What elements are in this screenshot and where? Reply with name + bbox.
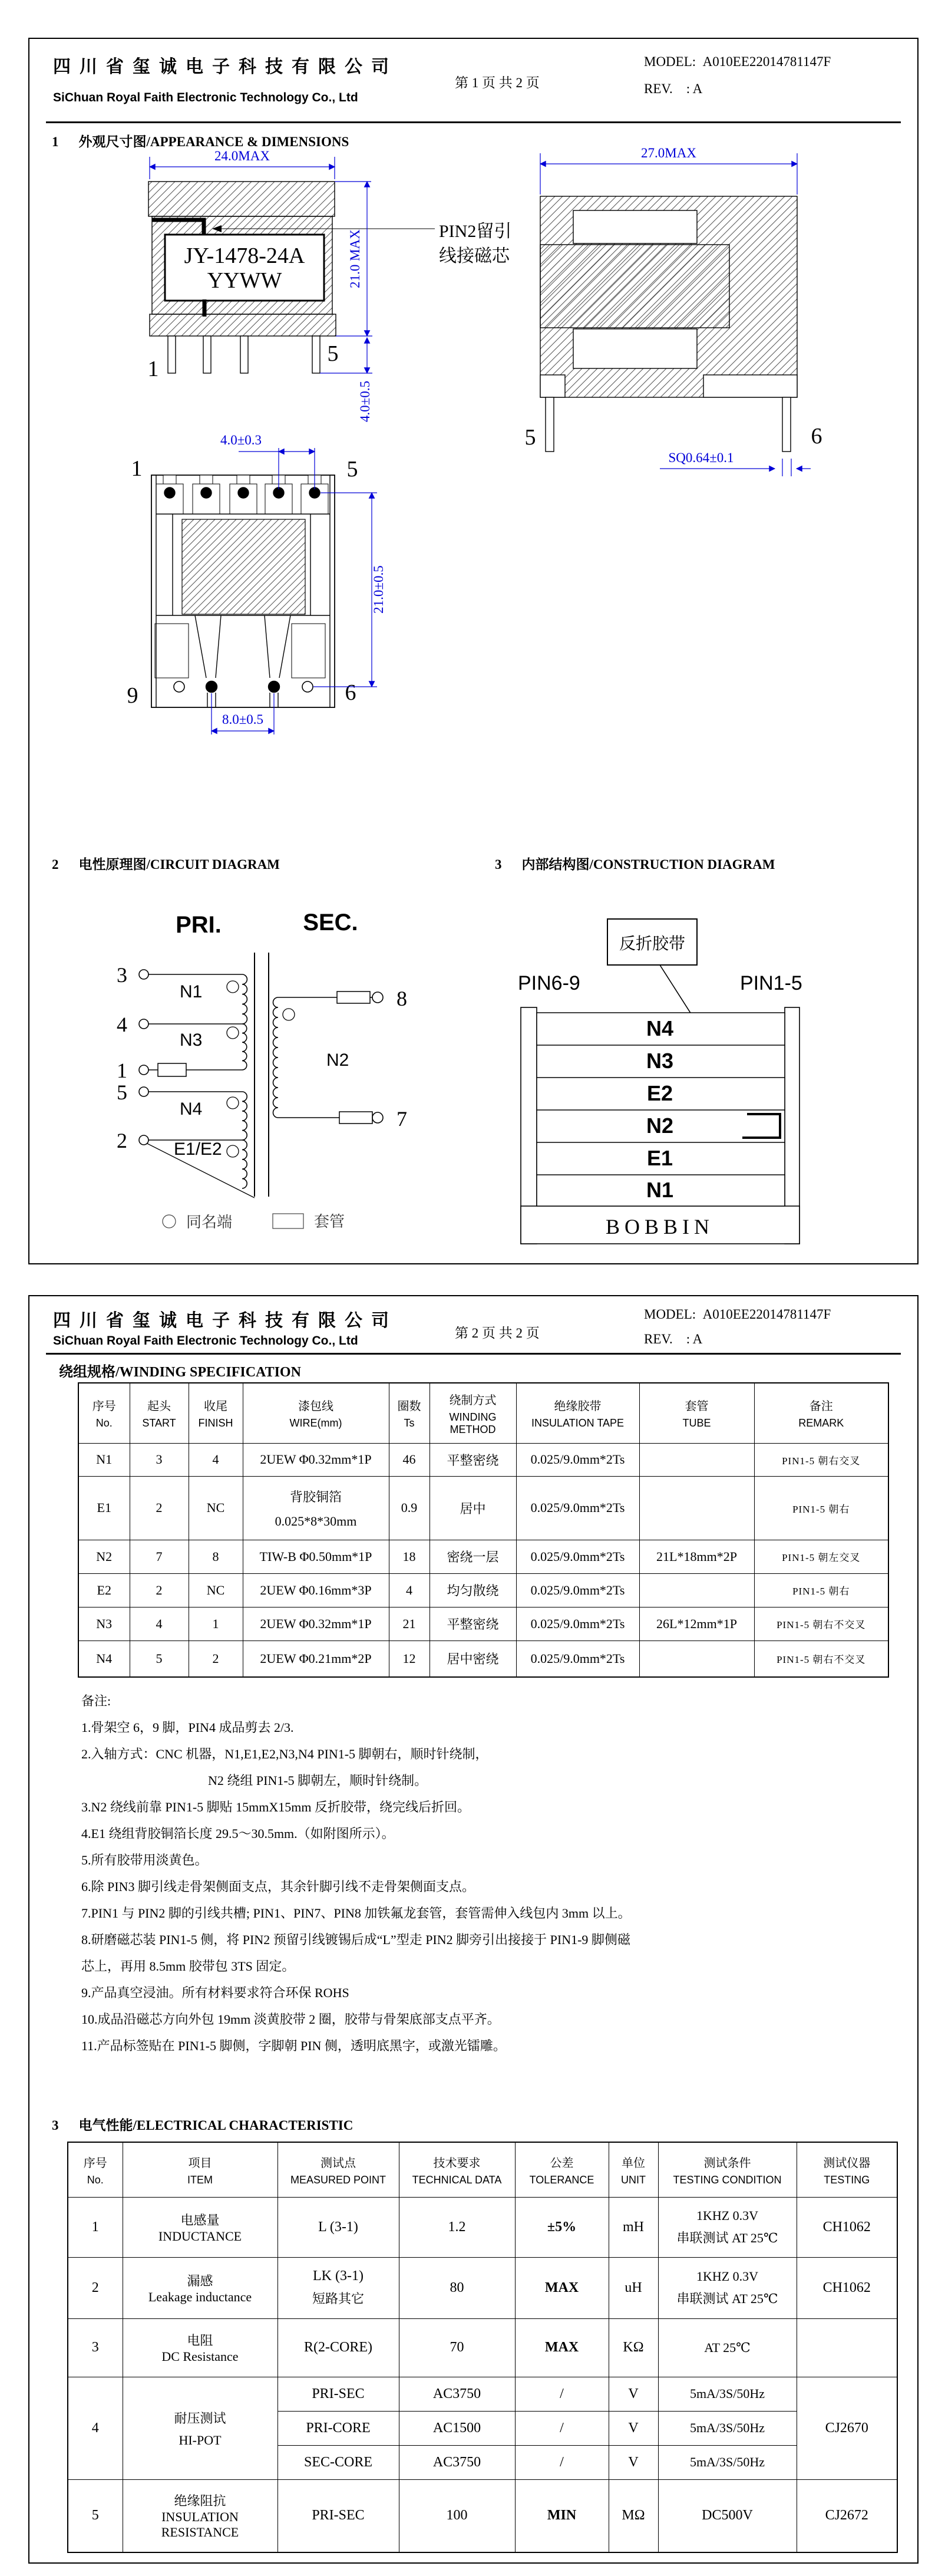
cell: 46 xyxy=(389,1443,429,1476)
pin3-number: 3 xyxy=(117,963,127,987)
cell: 0.025/9.0mm*2Ts xyxy=(516,1540,639,1573)
cell: E1 xyxy=(78,1476,130,1540)
cell: 0.025/9.0mm*2Ts xyxy=(516,1476,639,1540)
page-indicator: 第 1 页 共 2 页 xyxy=(455,75,540,90)
legend xyxy=(163,1213,345,1231)
cell: PRI-SEC xyxy=(277,2479,399,2552)
cell: MAX xyxy=(515,2257,609,2318)
model-label: MODEL: xyxy=(644,54,696,69)
cell: 绝缘阻抗 INSULATION RESISTANCE xyxy=(123,2479,277,2552)
winding-n4-label: N4 xyxy=(180,1099,203,1119)
cell: V xyxy=(609,2377,658,2411)
section-1-title xyxy=(52,131,349,150)
table-header-row xyxy=(78,1383,888,1443)
cell: ±5% xyxy=(515,2197,609,2257)
col-header: 测试点 MEASURED POINT xyxy=(277,2142,399,2197)
cell: 5mA/3S/50Hz xyxy=(658,2445,797,2479)
cell: DC500V xyxy=(658,2479,797,2552)
notes-block xyxy=(81,1688,906,2059)
cell: 1 xyxy=(68,2197,123,2257)
page-indicator: 第 2 页 共 2 页 xyxy=(455,1326,540,1340)
circuit-diagram xyxy=(53,894,477,1247)
table-row xyxy=(78,1443,888,1476)
note-line: 2.入轴方式：CNC 机器，N1,E1,E2,N3,N4 PIN1-5 脚朝右，顺时针绕制， xyxy=(81,1747,488,1761)
page-2 xyxy=(28,1295,919,2564)
cell: 0.025/9.0mm*2Ts xyxy=(516,1641,639,1677)
pin5-number: 5 xyxy=(524,425,536,450)
model-value: A010EE22014781147F xyxy=(702,1307,831,1322)
pin-length-dimension: 4.0±0.5 xyxy=(358,380,372,423)
layer-n1-label: N1 xyxy=(646,1178,674,1202)
pin1-sleeve xyxy=(158,1063,186,1076)
cell: N1 xyxy=(78,1443,130,1476)
col-header: 圈数 Ts xyxy=(389,1383,429,1443)
cell: 18 xyxy=(389,1540,429,1573)
cell: N3 xyxy=(78,1607,130,1641)
cell: 2 xyxy=(68,2257,123,2318)
pin1-number: 1 xyxy=(117,1059,127,1082)
cell: TIW-B Φ0.50mm*1P xyxy=(243,1540,389,1573)
model-line xyxy=(644,54,831,70)
cell: 4 xyxy=(389,1573,429,1607)
table-row xyxy=(68,2318,897,2377)
cell: N2 xyxy=(78,1540,130,1573)
pin8-sleeve xyxy=(337,991,370,1003)
cell: / xyxy=(515,2445,609,2479)
bottom-view-drawing xyxy=(118,433,395,739)
cell: / xyxy=(515,2411,609,2445)
electrical-table xyxy=(67,2142,898,2553)
cell: 2 xyxy=(130,1476,189,1540)
col-header: 备注 REMARK xyxy=(754,1383,888,1443)
cell: PIN1-5 朝右 xyxy=(754,1476,888,1540)
cell: R(2-CORE) xyxy=(277,2318,399,2377)
bobbin-label: BOBBIN xyxy=(605,1215,715,1238)
cell: PIN1-5 朝右交叉 xyxy=(754,1443,888,1476)
cell: NC xyxy=(189,1476,243,1540)
date-code-label: YYWW xyxy=(207,268,282,293)
section-1-label: 外观尺寸图/APPEARANCE & DIMENSIONS xyxy=(78,134,349,149)
cell: 4 xyxy=(189,1443,243,1476)
table-row xyxy=(78,1476,888,1540)
construction-diagram xyxy=(495,894,825,1259)
note-line: 6.除 PIN3 脚引线走骨架侧面支点，其余针脚引线不走骨架侧面支点。 xyxy=(81,1879,475,1894)
cell: E2 xyxy=(78,1573,130,1607)
polarity-dot-icon xyxy=(163,1215,176,1228)
section-3-title xyxy=(495,854,775,873)
pin6-number: 6 xyxy=(345,680,356,705)
pin-pitch-dimension: 4.0±0.3 xyxy=(220,433,262,447)
company-name-en: SiChuan Royal Faith Electronic Technology Co., Ltd xyxy=(53,91,358,104)
cell: PIN1-5 朝左交叉 xyxy=(754,1540,888,1573)
pin1-number: 1 xyxy=(147,357,159,381)
col-header: 绕制方式 WINDING METHOD xyxy=(429,1383,516,1443)
cell: 5mA/3S/50Hz xyxy=(658,2377,797,2411)
table-row xyxy=(68,2257,897,2318)
cell: 1 xyxy=(189,1607,243,1641)
cell: SEC-CORE xyxy=(277,2445,399,2479)
electrical-label: 电气性能/ELECTRICAL CHARACTERISTIC xyxy=(78,2118,353,2133)
table-row xyxy=(78,1641,888,1677)
company-name-zh: 四川省玺诚电子科技有限公司 xyxy=(53,1311,398,1330)
table-row xyxy=(68,2479,897,2552)
col-header: 项目 ITEM xyxy=(123,2142,277,2197)
legend-tube-label: 套管 xyxy=(314,1213,345,1230)
cell: 平整密绕 xyxy=(429,1607,516,1641)
front-view-drawing xyxy=(106,151,518,434)
part-number-label: JY-1478-24A xyxy=(184,243,305,268)
cell: 2UEW Φ0.32mm*1P xyxy=(243,1443,389,1476)
pin5-number: 5 xyxy=(117,1081,127,1104)
fold-back-tape-callout: 反折胶带 xyxy=(619,935,686,953)
cell: 1KHZ 0.3V 串联测试 AT 25℃ xyxy=(658,2257,797,2318)
pin-square-dimension: SQ0.64±0.1 xyxy=(668,450,734,465)
cell: 2 xyxy=(130,1573,189,1607)
cell xyxy=(639,1476,754,1540)
pin8-number: 8 xyxy=(397,987,407,1010)
cell: 21L*18mm*2P xyxy=(639,1540,754,1573)
table-header-row xyxy=(68,2142,897,2197)
pin5-number: 5 xyxy=(327,341,339,366)
cell: LK (3-1) 短路其它 xyxy=(277,2257,399,2318)
cell: 1.2 xyxy=(399,2197,515,2257)
electrical-number: 3 xyxy=(52,2118,59,2133)
cell: 5mA/3S/50Hz xyxy=(658,2411,797,2445)
pin4-number: 4 xyxy=(117,1013,127,1036)
note-line: 3.N2 绕线前靠 PIN1-5 脚贴 15mmX15mm 反折胶带，绕完线后折回。 xyxy=(81,1800,471,1814)
cell: PRI-CORE xyxy=(277,2411,399,2445)
cell xyxy=(639,1573,754,1607)
cell: AC1500 xyxy=(399,2411,515,2445)
cell: uH xyxy=(609,2257,658,2318)
winding-spec-title: 绕组规格/WINDING SPECIFICATION xyxy=(59,1365,301,1380)
section-2-title xyxy=(52,854,280,873)
cell: 漏感 Leakage inductance xyxy=(123,2257,277,2318)
header-divider xyxy=(46,1353,901,1355)
pin9-number: 9 xyxy=(127,683,138,708)
side-view-drawing xyxy=(507,145,837,475)
page-1 xyxy=(28,38,919,1264)
cell: 3 xyxy=(130,1443,189,1476)
col-header: 套管 TUBE xyxy=(639,1383,754,1443)
cell: CJ2672 xyxy=(797,2479,897,2552)
section-2-number: 2 xyxy=(52,857,59,872)
layer-n3-label: N3 xyxy=(646,1049,674,1073)
winding-spec-table xyxy=(78,1382,889,1678)
cell: KΩ xyxy=(609,2318,658,2377)
table-row xyxy=(78,1540,888,1573)
company-name-zh: 四川省玺诚电子科技有限公司 xyxy=(53,57,398,77)
primary-heading: PRI. xyxy=(176,912,222,938)
legend-dot-label: 同名端 xyxy=(186,1214,233,1231)
cell: 密绕一层 xyxy=(429,1540,516,1573)
rev-value: : A xyxy=(686,1332,703,1346)
core-cross-section xyxy=(540,196,797,452)
cell: 4 xyxy=(68,2377,123,2479)
pin7-number: 7 xyxy=(397,1107,407,1131)
cell: 1KHZ 0.3V 串联测试 AT 25℃ xyxy=(658,2197,797,2257)
cell: 100 xyxy=(399,2479,515,2552)
cell: 5 xyxy=(68,2479,123,2552)
cell: 居中密绕 xyxy=(429,1641,516,1677)
pin2-callout-line1: PIN2留引 xyxy=(439,222,512,241)
rev-value: : A xyxy=(686,81,703,96)
col-header: 测试条件 TESTING CONDITION xyxy=(658,2142,797,2197)
rev-line xyxy=(644,81,702,97)
section-1-number: 1 xyxy=(52,134,59,149)
pin2-number: 2 xyxy=(117,1129,127,1152)
cell xyxy=(797,2318,897,2377)
pin6-9-side-label: PIN6-9 xyxy=(518,972,580,994)
cell: 电阻 DC Resistance xyxy=(123,2318,277,2377)
col-header: 序号 No. xyxy=(78,1383,130,1443)
cell: 12 xyxy=(389,1641,429,1677)
cell: 0.025/9.0mm*2Ts xyxy=(516,1573,639,1607)
cell: MIN xyxy=(515,2479,609,2552)
table-row xyxy=(78,1607,888,1641)
layer-n4-label: N4 xyxy=(646,1016,674,1040)
cell: 21 xyxy=(389,1607,429,1641)
cell: CJ2670 xyxy=(797,2377,897,2479)
model-line xyxy=(644,1307,831,1322)
cell: AC3750 xyxy=(399,2445,515,2479)
table-row xyxy=(78,1573,888,1607)
cell: 2UEW Φ0.32mm*1P xyxy=(243,1607,389,1641)
cell: NC xyxy=(189,1573,243,1607)
note-line: 9.产品真空浸油。所有材料要求符合环保 ROHS xyxy=(81,1985,349,2000)
cell: AT 25℃ xyxy=(658,2318,797,2377)
note-line: 7.PIN1 与 PIN2 脚的引线共槽; PIN1、PIN7、PIN8 加铁氟龙套管，套管需伸入线包内 3mm 以上。 xyxy=(81,1906,631,1921)
cell: 70 xyxy=(399,2318,515,2377)
cell: 电感量 INDUCTANCE xyxy=(123,2197,277,2257)
company-name-en: SiChuan Royal Faith Electronic Technology Co., Ltd xyxy=(53,1334,358,1348)
cell: 居中 xyxy=(429,1476,516,1540)
section-3-number: 3 xyxy=(495,857,502,872)
col-header: 测试仪器 TESTING xyxy=(797,2142,897,2197)
pin2-callout-line2: 线接磁芯 xyxy=(439,246,510,266)
winding-n2-label: N2 xyxy=(326,1050,349,1070)
layer-n2-label: N2 xyxy=(646,1114,674,1138)
note-line: 4.E1 绕组背胶铜箔长度 29.5～30.5mm.（如附图所示）。 xyxy=(81,1826,395,1841)
cell: CH1062 xyxy=(797,2197,897,2257)
cell: 0.025/9.0mm*2Ts xyxy=(516,1607,639,1641)
cell: 8 xyxy=(189,1540,243,1573)
cell: 7 xyxy=(130,1540,189,1573)
col-header: 单位 UNIT xyxy=(609,2142,658,2197)
note-line: 芯上，再用 8.5mm 胶带包 3TS 固定。 xyxy=(81,1959,295,1974)
cell: MΩ xyxy=(609,2479,658,2552)
cell: 均匀散绕 xyxy=(429,1573,516,1607)
cell: 5 xyxy=(130,1641,189,1677)
notes-title: 备注: xyxy=(81,1694,111,1708)
cell: N4 xyxy=(78,1641,130,1677)
layer-e2-label: E2 xyxy=(646,1081,673,1105)
cell xyxy=(639,1641,754,1677)
cell: 3 xyxy=(68,2318,123,2377)
cell: 0.9 xyxy=(389,1476,429,1540)
note-line: N2 绕组 PIN1-5 脚朝左，顺时针绕制。 xyxy=(208,1773,428,1788)
table-row xyxy=(68,2377,897,2411)
model-label: MODEL: xyxy=(644,1307,696,1322)
cell: 背胶铜箔 0.025*8*30mm xyxy=(243,1476,389,1540)
winding-e1e2-label: E1/E2 xyxy=(174,1139,222,1159)
cell: CH1062 xyxy=(797,2257,897,2318)
cell: L (3-1) xyxy=(277,2197,399,2257)
col-header: 技术要求 TECHNICAL DATA xyxy=(399,2142,515,2197)
note-line: 1.骨架空 6，9 脚，PIN4 成品剪去 2/3. xyxy=(81,1720,294,1735)
pin7-sleeve xyxy=(339,1112,372,1124)
rev-label: REV. xyxy=(644,81,673,96)
table-row xyxy=(68,2197,897,2257)
cell: mH xyxy=(609,2197,658,2257)
pin6-number: 6 xyxy=(811,424,822,449)
col-header: 收尾 FINISH xyxy=(189,1383,243,1443)
cell xyxy=(639,1443,754,1476)
cell: / xyxy=(515,2377,609,2411)
section-3-label: 内部结构图/CONSTRUCTION DIAGRAM xyxy=(521,857,775,872)
cell: PIN1-5 朝右不交叉 xyxy=(754,1607,888,1641)
rev-label: REV. xyxy=(644,1332,673,1346)
cell: 80 xyxy=(399,2257,515,2318)
cell: 2UEW Φ0.21mm*2P xyxy=(243,1641,389,1677)
col-header: 序号 No. xyxy=(68,2142,123,2197)
depth-dimension: 27.0MAX xyxy=(641,146,696,160)
note-line: 8.研磨磁芯装 PIN1-5 侧，将 PIN2 预留引线镀锡后成“L”型走 PIN2 脚旁引出接接于 PIN1-9 脚侧磁 xyxy=(81,1932,630,1947)
bobbin-footprint xyxy=(151,475,335,707)
cell: PIN1-5 朝右不交叉 xyxy=(754,1641,888,1677)
cell: PRI-SEC xyxy=(277,2377,399,2411)
cell: 2 xyxy=(189,1641,243,1677)
bottom-pitch-dimension: 8.0±0.5 xyxy=(222,712,264,727)
winding-n1-label: N1 xyxy=(180,982,203,1002)
secondary-heading: SEC. xyxy=(303,910,358,935)
col-header: 公差 TOLERANCE xyxy=(515,2142,609,2197)
cell: AC3750 xyxy=(399,2377,515,2411)
rev-line xyxy=(644,1332,702,1347)
cell: 平整密绕 xyxy=(429,1443,516,1476)
col-header: 漆包线 WIRE(mm) xyxy=(243,1383,389,1443)
cell: V xyxy=(609,2411,658,2445)
cell: 26L*12mm*1P xyxy=(639,1607,754,1641)
note-line: 5.所有胶带用淡黄色。 xyxy=(81,1853,208,1867)
col-header: 起头 START xyxy=(130,1383,189,1443)
section-2-label: 电性原理图/CIRCUIT DIAGRAM xyxy=(78,857,280,872)
col-header: 绝缘胶带 INSULATION TAPE xyxy=(516,1383,639,1443)
row-spacing-dimension: 21.0±0.5 xyxy=(371,565,386,614)
electrical-title xyxy=(52,2114,353,2134)
winding-n3-label: N3 xyxy=(180,1030,203,1050)
note-line: 10.成品沿磁芯方向外包 19mm 淡黄胶带 2 圈，胶带与骨架底部支点平齐。 xyxy=(81,2012,500,2027)
cell: 4 xyxy=(130,1607,189,1641)
cell: 0.025/9.0mm*2Ts xyxy=(516,1443,639,1476)
cell: V xyxy=(609,2445,658,2479)
height-dimension: 21.0 MAX xyxy=(348,229,362,288)
width-dimension: 24.0MAX xyxy=(214,149,270,163)
model-value: A010EE22014781147F xyxy=(702,54,831,69)
note-line: 11.产品标签贴在 PIN1-5 脚侧，字脚朝 PIN 侧，透明底黑字，或激光镭雕。 xyxy=(81,2038,506,2053)
cell: PIN1-5 朝右 xyxy=(754,1573,888,1607)
layer-e1-label: E1 xyxy=(646,1146,673,1170)
sleeve-icon xyxy=(273,1214,303,1228)
cell: MAX xyxy=(515,2318,609,2377)
primary-windings xyxy=(139,970,255,1198)
pin1-5-side-label: PIN1-5 xyxy=(740,972,802,994)
pin1-number: 1 xyxy=(131,456,143,481)
pin5-number: 5 xyxy=(346,457,358,482)
cell: 2UEW Φ0.16mm*3P xyxy=(243,1573,389,1607)
header-divider xyxy=(46,121,901,123)
cell: 耐压测试 HI-POT xyxy=(123,2377,277,2479)
core-symbol xyxy=(255,953,269,1197)
